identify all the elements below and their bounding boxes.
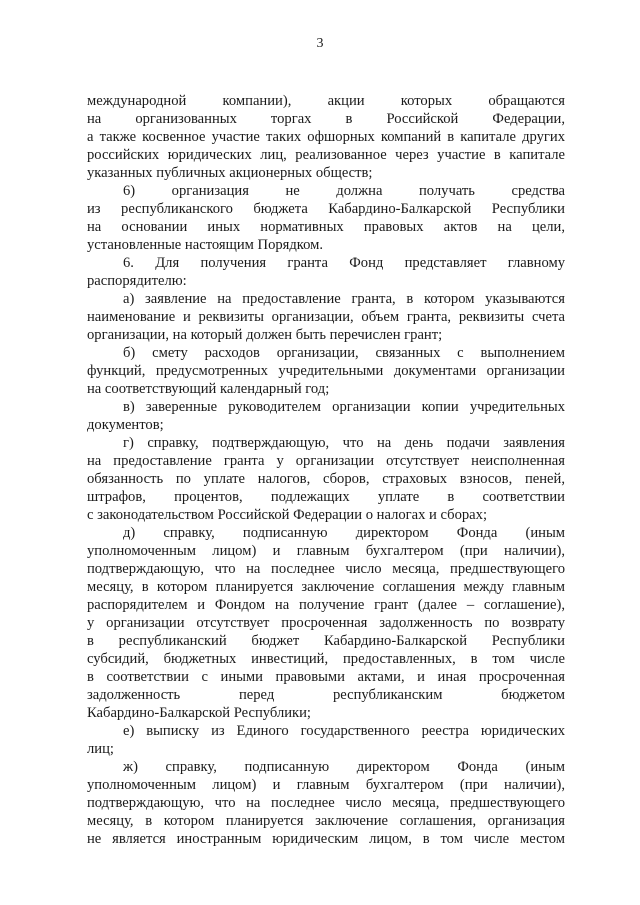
text-line: распорядителю: <box>87 273 187 289</box>
page-number: 3 <box>316 36 324 51</box>
text-line: месяцу, в котором планируется заключение соглашения, организация <box>87 813 565 829</box>
text-line: а) заявление на предоставление гранта, в котором указываются <box>123 291 565 307</box>
text-line: а также косвенное участие таких офшорных компаний в капитале других <box>87 129 565 145</box>
text-line: лиц; <box>87 741 114 757</box>
text-line: б) смету расходов организации, связанных с выполнением <box>123 345 565 361</box>
text-line: из республиканского бюджета Кабардино-Балкарской Республики <box>87 201 565 217</box>
text-line: уполномоченным лицом) и главным бухгалтером (при наличии), <box>87 543 565 559</box>
text-line: штрафов, процентов, подлежащих уплате в соответствии <box>87 489 565 505</box>
text-line: Кабардино-Балкарской Республики; <box>87 705 311 721</box>
text-line: подтверждающую, что на последнее число месяца, предшествующего <box>87 561 565 577</box>
text-line: не является иностранным юридическим лицом, в том числе местом <box>87 831 565 847</box>
text-line: в республиканский бюджет Кабардино-Балкарской Республики <box>87 633 565 649</box>
text-line: на организованных торгах в Российской Федерации, <box>87 111 565 127</box>
text-line: у организации отсутствует просроченная задолженность по возврату <box>87 615 565 631</box>
text-line: е) выписку из Единого государственного реестра юридических <box>123 723 565 739</box>
text-line: в соответствии с иными правовыми актами, и иная просроченная <box>87 669 565 685</box>
text-line: месяцу, в котором планируется заключение соглашения между главным <box>87 579 565 595</box>
text-line: на основании иных нормативных правовых актов на цели, <box>87 219 565 235</box>
text-line: 6) организация не должна получать средства <box>123 183 565 199</box>
text-line: д) справку, подписанную директором Фонда (иным <box>123 525 565 541</box>
text-line: в) заверенные руководителем организации копии учредительных <box>123 399 565 415</box>
text-line: подтверждающую, что на последнее число месяца, предшествующего <box>87 795 565 811</box>
text-line: обязанность по уплате налогов, сборов, страховых взносов, пеней, <box>87 471 565 487</box>
text-line: на предоставление гранта у организации отсутствует неисполненная <box>87 453 565 469</box>
text-line: документов; <box>87 417 164 433</box>
text-line: уполномоченным лицом) и главным бухгалтером (при наличии), <box>87 777 565 793</box>
text-line: г) справку, подтверждающую, что на день подачи заявления <box>123 435 565 451</box>
text-line: установленные настоящим Порядком. <box>87 237 324 253</box>
text-line: 6. Для получения гранта Фонд представляет главному <box>123 255 565 271</box>
document-body <box>87 92 565 848</box>
text-line: международной компании), акции которых обращаются <box>87 93 565 109</box>
text-line: наименование и реквизиты организации, объем гранта, реквизиты счета <box>87 309 565 325</box>
text-line: ж) справку, подписанную директором Фонда (иным <box>123 759 565 775</box>
text-line: функций, предусмотренных учредительными документами организации <box>87 363 565 379</box>
text-line: организации, на который должен быть перечислен грант; <box>87 327 443 343</box>
text-line: на соответствующий календарный год; <box>87 381 330 397</box>
text-line: с законодательством Российской Федерации о налогах и сборах; <box>87 507 488 523</box>
text-line: указанных публичных акционерных обществ; <box>87 165 373 181</box>
text-line: субсидий, бюджетных инвестиций, предоставленных, в том числе <box>87 651 565 667</box>
text-line: российских юридических лиц, реализованное через участие в капитале <box>87 147 565 163</box>
text-line: распорядителем и Фондом на получение грант (далее – соглашение), <box>87 597 565 613</box>
text-line: задолженность перед республиканским бюджетом <box>87 687 565 703</box>
